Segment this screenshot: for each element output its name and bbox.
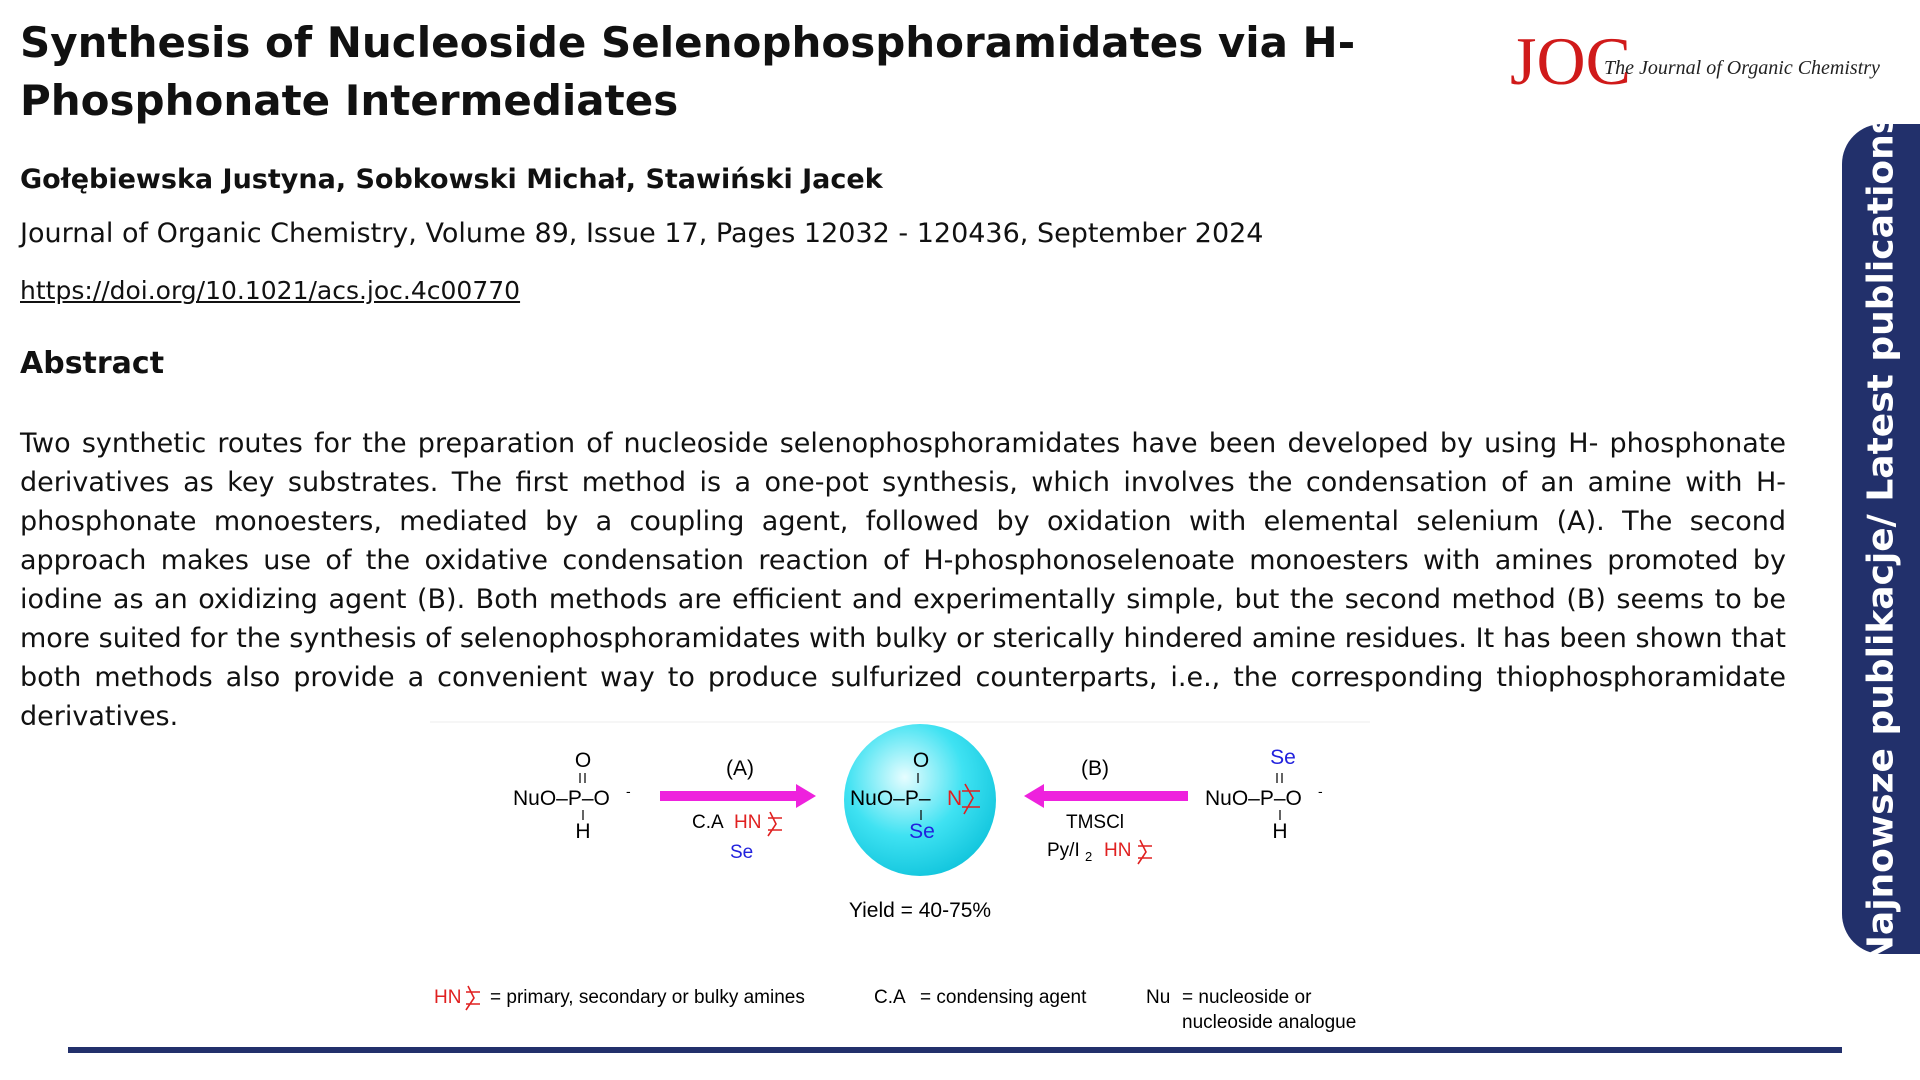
route-b-reagent-py: Py/I	[1047, 840, 1080, 861]
route-a-label: (A)	[726, 757, 754, 780]
left-formula: NuO–P–O	[513, 787, 610, 810]
abstract-text: Two synthetic routes for the preparation of nucleoside selenophosphoramidates have been developed by using H- phosphonate derivatives as key substrates. The first method is a one-pot synthesis, which involves the condensation of an amine with H-phosphonate monoesters, mediated by a coupling agent, followed by oxidation with elemental selenium (A). The second approach makes use of the oxidative condensation reaction of H-phosphonoselenoate monoesters with amines promoted by iodine as an oxidizing agent (B). Both methods are efficient and experimentally simple, but the second method (B) seems to be more suited for the synthesis of selenophosphoramidates with bulky or sterically hindered amine residues. It has been shown that both methods also provide a convenient way to produce sulfurized counterparts, i.e., the corresponding thiophosphoramidate derivatives.	[20, 428, 1786, 732]
left-hydrogen: H	[575, 820, 591, 843]
center-oxygen: O	[912, 749, 930, 772]
legend-nu-desc1: = nucleoside or	[1182, 987, 1312, 1008]
center-selenium: Se	[909, 820, 935, 843]
yield-label: Yield = 40-75%	[848, 899, 992, 922]
route-b-arrow	[1024, 784, 1188, 808]
abstract-heading: Abstract	[20, 346, 165, 381]
paper-journal: Journal of Organic Chemistry, Volume 89, Issue 17, Pages 12032 - 120436, September 2024	[20, 218, 1264, 249]
route-b-amine: HN	[1104, 840, 1132, 861]
route-a-selenium: Se	[730, 842, 754, 863]
center-formula: NuO–P–	[850, 787, 931, 810]
route-b-reagent-sub: 2	[1085, 849, 1093, 864]
legend-amine-desc: = primary, secondary or bulky amines	[490, 987, 805, 1008]
h-phosphonate-structure	[513, 749, 631, 843]
paper-title: Synthesis of Nucleoside Selenophosphoramidates via H-Phosphonate Intermediates	[20, 18, 1356, 125]
latest-publications-tab[interactable]	[1842, 112, 1920, 966]
legend-amine-symbol: HN	[434, 987, 462, 1008]
right-charge: -	[1318, 783, 1323, 799]
reaction-scheme	[430, 720, 1370, 1035]
legend-nu-symbol: Nu	[1146, 987, 1171, 1008]
bottom-divider	[68, 1047, 1842, 1053]
right-selenium: Se	[1270, 746, 1296, 769]
latest-publications-label: Najnowsze publikacje/ Latest publications	[1860, 112, 1902, 966]
route-a-arrow	[660, 784, 816, 808]
legend-nu-desc2: nucleoside analogue	[1182, 1012, 1357, 1033]
legend-amine-substituent-icon	[466, 986, 480, 1010]
legend-ca-symbol: C.A	[874, 987, 906, 1008]
right-formula: NuO–P–O	[1205, 787, 1302, 810]
left-oxygen: O	[574, 749, 592, 772]
journal-logo	[1510, 18, 1890, 98]
legend-ca-desc: = condensing agent	[920, 987, 1087, 1008]
left-charge: -	[626, 783, 631, 799]
h-phosphonoselenoate-structure	[1205, 746, 1323, 843]
journal-logo-abbr: JOC	[1510, 23, 1631, 98]
doi-link[interactable]: https://doi.org/10.1021/acs.joc.4c00770	[20, 276, 521, 305]
route-b-label: (B)	[1081, 757, 1109, 780]
route-a-amine: HN	[734, 812, 762, 833]
right-hydrogen: H	[1272, 820, 1288, 843]
route-b-reagent-tmscl: TMSCl	[1065, 812, 1125, 833]
route-a-amine-substituent-icon	[768, 812, 782, 836]
route-a-condensing-agent: C.A	[692, 812, 724, 833]
route-b-amine-substituent-icon	[1138, 840, 1152, 864]
paper-authors: Gołębiewska Justyna, Sobkowski Michał, Stawiński Jacek	[20, 164, 883, 195]
center-nitrogen: N	[947, 787, 963, 810]
journal-logo-name: The Journal of Organic Chemistry	[1604, 57, 1880, 79]
